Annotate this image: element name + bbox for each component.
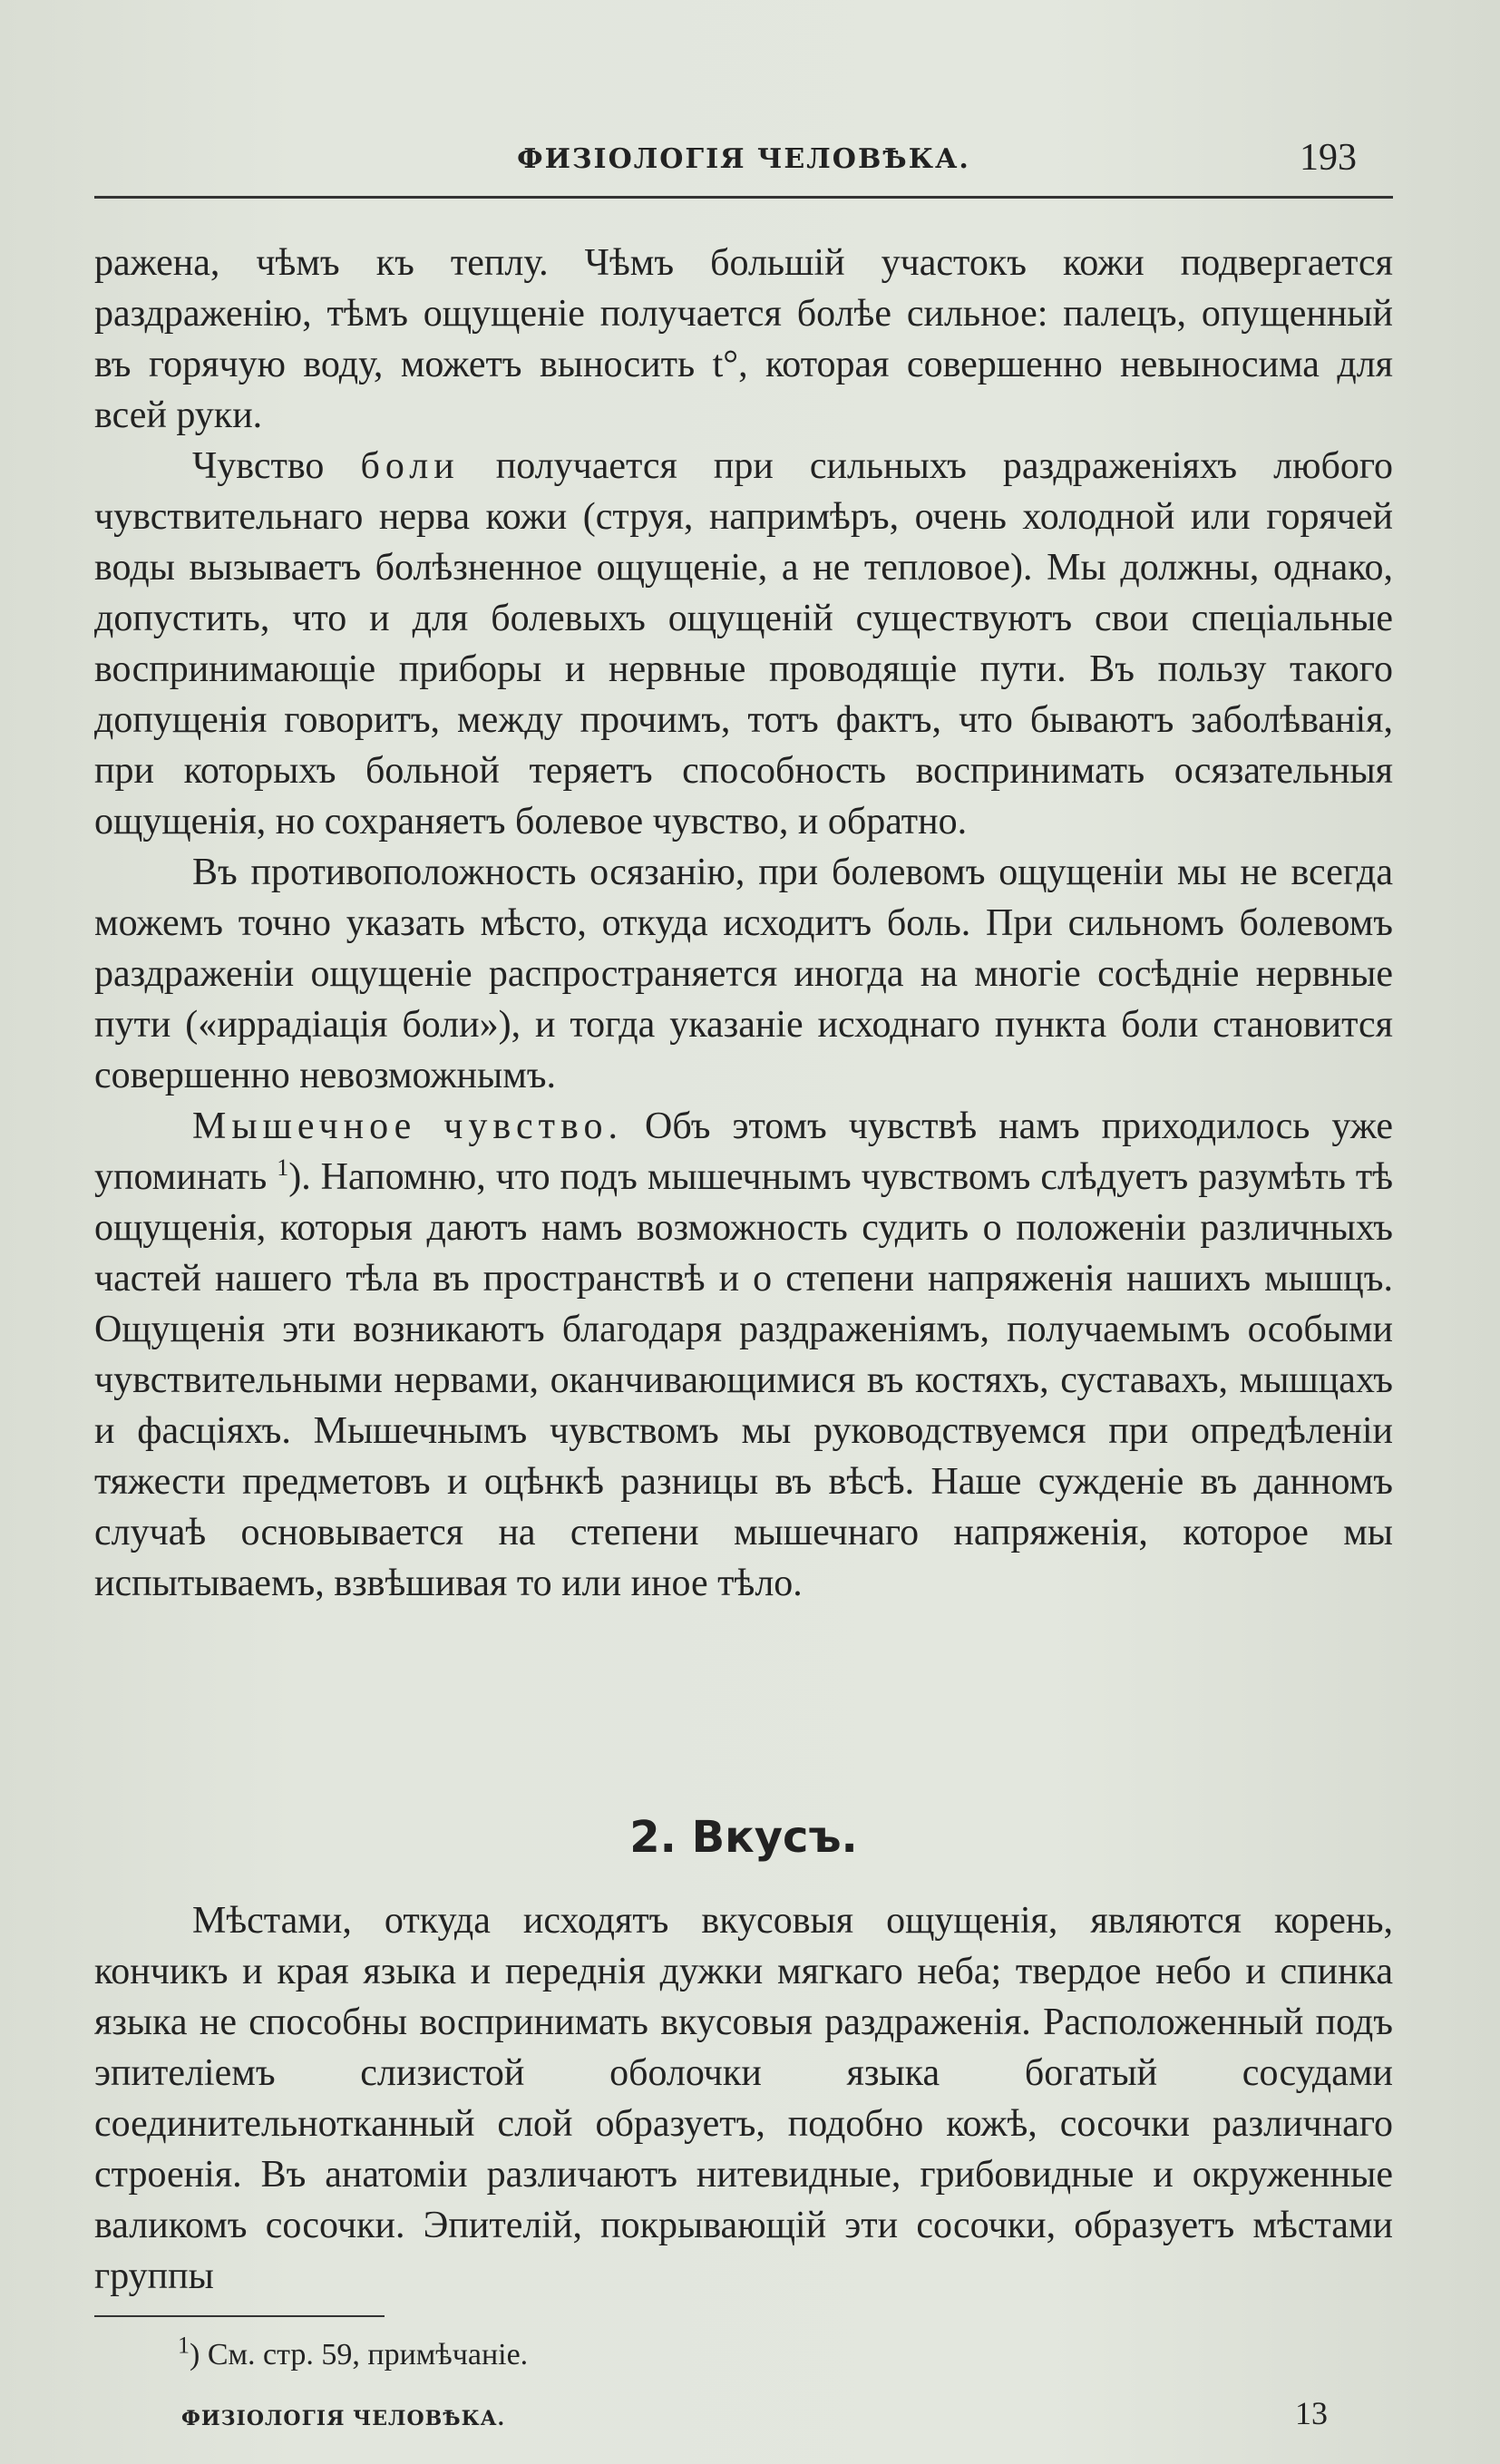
page-header: [94, 136, 1393, 199]
p4-part-b: ). Напомню, что подъ мышечнымъ чувствомъ слѣдуетъ разумѣть тѣ ощущенія, которыя даютъ намъ возможность судить о положеніи различныхъ частей нашего тѣла въ пространствѣ и о степени напряженія нашихъ мышцъ. Ощущенія эти возникаютъ благодаря раздраженіямъ, получаемымъ особыми чувствительными нервами, оканчивающимися въ костяхъ, суставахъ, мышцахъ и фасціяхъ. Мышечнымъ чувствомъ мы руководствуемся при опредѣленіи тяжести предметовъ и оцѣнкѣ разницы въ вѣсѣ. Наше сужденіе въ данномъ случаѣ основывается на степени мышечнаго напряженія, которое мы испытываемъ, взвѣшивая то или иное тѣло.: [94, 1156, 1393, 1604]
section-title: 2. Вкусъ.: [629, 1812, 858, 1863]
section-paragraph: Мѣстами, откуда исходятъ вкусовыя ощущенія, являются корень, кончикъ и края языка и переднія дужки мягкаго неба; твердое небо и спинка языка не способны воспринимать вкусовыя раздраженія. Расположенный подъ эпителіемъ слизистой оболочки языка богатый сосудами соединительнотканный слой образуетъ, подобно кожѣ, сосочки различнаго строенія. Въ анатоміи различаютъ нитевидные, грибовидные и окруженные валикомъ сосочки. Эпителій, покрывающій эти сосочки, образуетъ мѣстами группы: [94, 1900, 1393, 2297]
paragraph-1: ражена, чѣмъ къ теплу. Чѣмъ большій участокъ кожи подвергается раздраженію, тѣмъ ощущеніе получается болѣе сильное: палецъ, опущенный въ горячую воду, можетъ выносить t°, которая совершенно невыносима для всей руки.: [94, 242, 1393, 436]
p4-part-a: Объ этомъ чувствѣ намъ приходилось уже упоминать: [94, 1105, 1393, 1198]
paragraph-3: Въ противоположность осязанію, при болевомъ ощущеніи мы не всегда можемъ точно указать мѣсто, откуда исходитъ боль. При сильномъ болевомъ раздраженіи ощущеніе распространяется иногда на многіе сосѣдніе нервные пути («иррадіація боли»), и тогда указаніе исходнаго пункта боли становится совершенно невозможнымъ.: [94, 852, 1393, 1096]
footnote-ref: 1: [277, 1154, 289, 1181]
p2-rest: получается при сильныхъ раздраженіяхъ любого чувствительнаго нерва кожи (струя, напримѣръ, очень холодной или горячей воды вызываетъ болѣзненное ощущеніе, а не тепловое). Мы должны, однако, допустить, что и для болевыхъ ощущеній существуютъ свои спеціальные воспринимающіе приборы и нервные проводящіе пути. Въ пользу такого допущенія говоритъ, между прочимъ, тотъ фактъ, что бываютъ заболѣванія, при которыхъ больной теряетъ способность воспринимать осязательныя ощущенія, но сохраняетъ болевое чувство, и обратно.: [94, 445, 1394, 842]
p2-lead: Чувство: [192, 445, 361, 487]
footnote-marker: 1: [178, 2332, 190, 2359]
main-text: [94, 238, 1393, 1609]
p2-spaced-term: боли: [360, 445, 460, 487]
footnote-text: ) См. стр. 59, примѣчаніе.: [190, 2338, 529, 2371]
paragraph-4: [94, 1101, 1393, 1609]
footnote: [178, 2332, 529, 2372]
section-text: [94, 1895, 1393, 2302]
printer-signature: ФИЗІОЛОГІЯ ЧЕЛОВѢКА.: [181, 2407, 506, 2430]
p4-spaced-heading: Мышечное чувство.: [192, 1105, 624, 1147]
sheet-number: 13: [1295, 2395, 1328, 2431]
running-title: ФИЗІОЛОГІЯ ЧЕЛОВѢКА.: [517, 143, 970, 175]
footnote-divider: [94, 2315, 385, 2317]
paragraph-2: [94, 441, 1393, 847]
page-number: 193: [1300, 137, 1357, 179]
